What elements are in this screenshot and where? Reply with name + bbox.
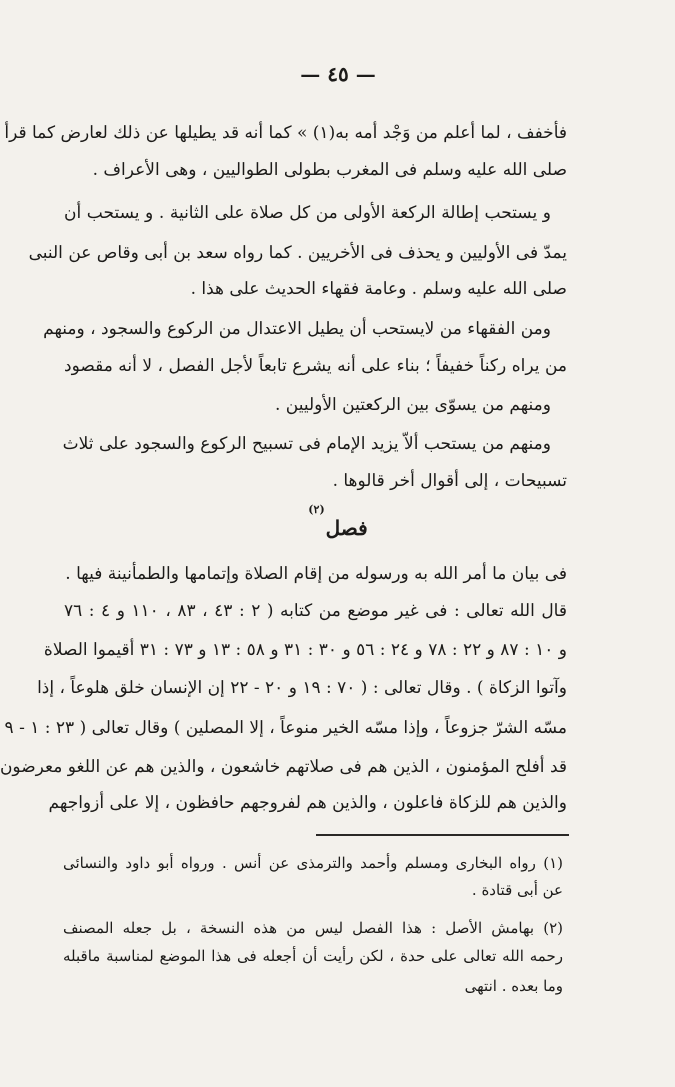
body-line-3: و يستحب إطالة الركعة الأولى من كل صلاة على الثانية . و يستحب أن — [64, 203, 551, 223]
section-heading-text: فصل — [325, 516, 368, 540]
body-line-7: من يراه ركناً خفيفاً ؛ بناء على أنه يشرع تابعاً لأجل الفصل ، لا أنه مقصود — [64, 356, 567, 376]
section-heading — [1, 503, 675, 540]
section-heading-footnote-ref: (٢) — [308, 503, 325, 517]
body-line-6: ومن الفقهاء من لايستحب أن يطيل الاعتدال من الركوع والسجود ، ومنهم — [43, 319, 551, 339]
body-line-1: فأخفف ، لما أعلم من وَجْد أمه به(١) » كما أنه قد يطيلها عن ذلك لعارض كما قرأ — [4, 123, 567, 143]
section-line-5: مسّه الشرّ جزوعاً ، وإذا مسّه الخير منوعاً ، إلا المصلين ) وقال تعالى ( ٢٣ : ١ - ٩ — [4, 718, 567, 738]
footnote-1-line-1: (١) رواه البخارى ومسلم وأحمد والترمذى عن أنس . ورواه أبو داود والنسائى — [63, 854, 563, 872]
section-line-6: قد أفلح المؤمنون ، الذين هم فى صلاتهم خاشعون ، والذين هم عن اللغو معرضون — [0, 757, 567, 777]
section-line-1: فى بيان ما أمر الله به ورسوله من إقام الصلاة وإتمامها والطمأنينة فيها . — [65, 564, 567, 584]
body-line-2: صلى الله عليه وسلم فى المغرب بطولى الطواليين ، وهى الأعراف . — [92, 160, 567, 180]
section-line-3: و ١٠ : ٨٧ و ٢٢ : ٧٨ و ٢٤ : ٥٦ و ٣٠ : ٣١ و ٥٨ : ١٣ و ٧٣ : ٣١ أقيموا الصلاة — [43, 640, 567, 660]
book-page — [1, 0, 675, 1087]
footnote-2-line-2: رحمه الله تعالى على حدة ، لكن رأيت أن أجعله فى هذا الموضع لمناسبة ماقبله — [63, 947, 563, 965]
body-line-10: تسبيحات ، إلى أقوال أخر قالوها . — [332, 471, 567, 491]
section-line-7: والذين هم للزكاة فاعلون ، والذين هم لفروجهم حافظون ، إلا على أزواجهم — [48, 793, 567, 813]
footnote-1-line-2: عن أبى قتادة . — [471, 881, 563, 899]
footnote-2-line-1: (٢) بهامش الأصل : هذا الفصل ليس من هذه النسخة ، بل جعله المصنف — [63, 919, 563, 937]
footnote-divider — [316, 834, 569, 836]
body-line-4: يمدّ فى الأوليين و يحذف فى الأخريين . كما رواه سعد بن أبى وقاص عن النبى — [28, 243, 567, 263]
body-line-5: صلى الله عليه وسلم . وعامة فقهاء الحديث على هذا . — [190, 279, 567, 299]
section-line-2: قال الله تعالى : فى غير موضع من كتابه ( ٢ : ٤٣ ، ٨٣ ، ١١٠ و ٤ : ٧٦ — [64, 601, 567, 621]
body-line-9: ومنهم من يستحب ألاّ يزيد الإمام فى تسبيح الركوع والسجود على ثلاث — [62, 434, 551, 454]
section-line-4: وآتوا الزكاة ) . وقال تعالى : ( ٧٠ : ١٩ و ٢٠ - ٢٢ إن الإنسان خلق هلوعاً ، إذا — [37, 678, 567, 698]
body-line-8: ومنهم من يسوّى بين الركعتين الأوليين . — [274, 395, 551, 415]
page-number: — ٤٥ — — [300, 62, 376, 86]
footnote-2-line-3: وما بعده . انتهى — [464, 977, 563, 995]
